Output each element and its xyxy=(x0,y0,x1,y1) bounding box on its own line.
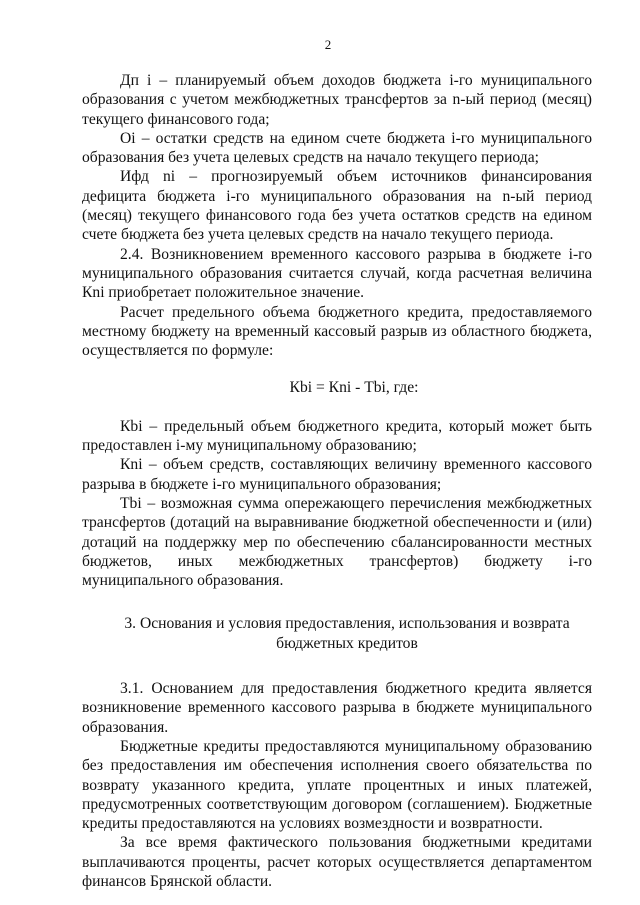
paragraph-kbi-definition: Кbi – предельный объем бюджетного кредита, который может быть предоставлен i-му муниципальному образованию; xyxy=(82,417,592,455)
paragraph-credit-terms: Бюджетные кредиты предоставляются муниципальному образованию без предоставления им обеспечения исполнения своего обязательства по возврату указанного кредита, уплате процентных и иных платежей, предусмотренных соответствующим договором (соглашением). Бюджетные кредиты предоставляются на условиях возмездности и возвратности. xyxy=(82,737,592,833)
paragraph-tbi-definition: Тbi – возможная сумма опережающего перечисления межбюджетных трансфертов (дотаций на выравнивание бюджетной обеспеченности и (или) дотаций на поддержку мер по обеспечению сбалансированности местных бюджетов, иных межбюджетных трансфертов) бюджету i-го муниципального образования. xyxy=(82,494,592,590)
page-number: 2 xyxy=(324,37,332,52)
paragraph-clause-3-1: 3.1. Основанием для предоставления бюджетного кредита является возникновение временного кассового разрыва в бюджете муниципального образования. xyxy=(82,680,592,736)
paragraph-revenue-definition: Дп i – планируемый объем доходов бюджета i-го муниципального образования с учетом межбюджетных трансфертов за n-ый период (месяц) текущего финансового года; xyxy=(82,72,592,128)
paragraph-kni-definition: Кni – объем средств, составляющих величину временного кассового разрыва в бюджете i-го муниципального образования; xyxy=(82,456,592,493)
paragraph-interest: За все время фактического пользования бюджетными кредитами выплачиваются проценты, расчет которых осуществляется департаментом финансов Брянской области. xyxy=(82,834,592,890)
section-3-heading-line-1: 3. Основания и условия предоставления, использования и возврата xyxy=(124,615,570,633)
section-3-heading-line-2: бюджетных кредитов xyxy=(276,634,418,652)
section-3-heading xyxy=(82,614,592,653)
paragraph-formula-intro: Расчет предельного объема бюджетного кредита, предоставляемого местному бюджету на временный кассовый разрыв из областного бюджета, осуществляется по формуле: xyxy=(82,303,592,360)
paragraph-balances-definition: Oi – остатки средств на едином счете бюджета i-го муниципального образования без учета целевых средств на начало текущего периода; xyxy=(82,129,592,167)
paragraph-deficit-sources-definition: Ифд ni – прогнозируемый объем источников финансирования дефицита бюджета i-го муниципального образования на n-ый период (месяц) текущего финансового года без учета остатков средств на едином счете бюджета без учета целевых средств на начало текущего периода. xyxy=(82,168,592,244)
paragraph-clause-2-4: 2.4. Возникновением временного кассового разрыва в бюджете i-го муниципального образования считается случай, когда расчетная величина Кni приобретает положительное значение. xyxy=(82,245,592,302)
document-body xyxy=(82,71,592,891)
credit-limit-formula: Кbi = Кni - Тbi, где: xyxy=(289,379,419,397)
